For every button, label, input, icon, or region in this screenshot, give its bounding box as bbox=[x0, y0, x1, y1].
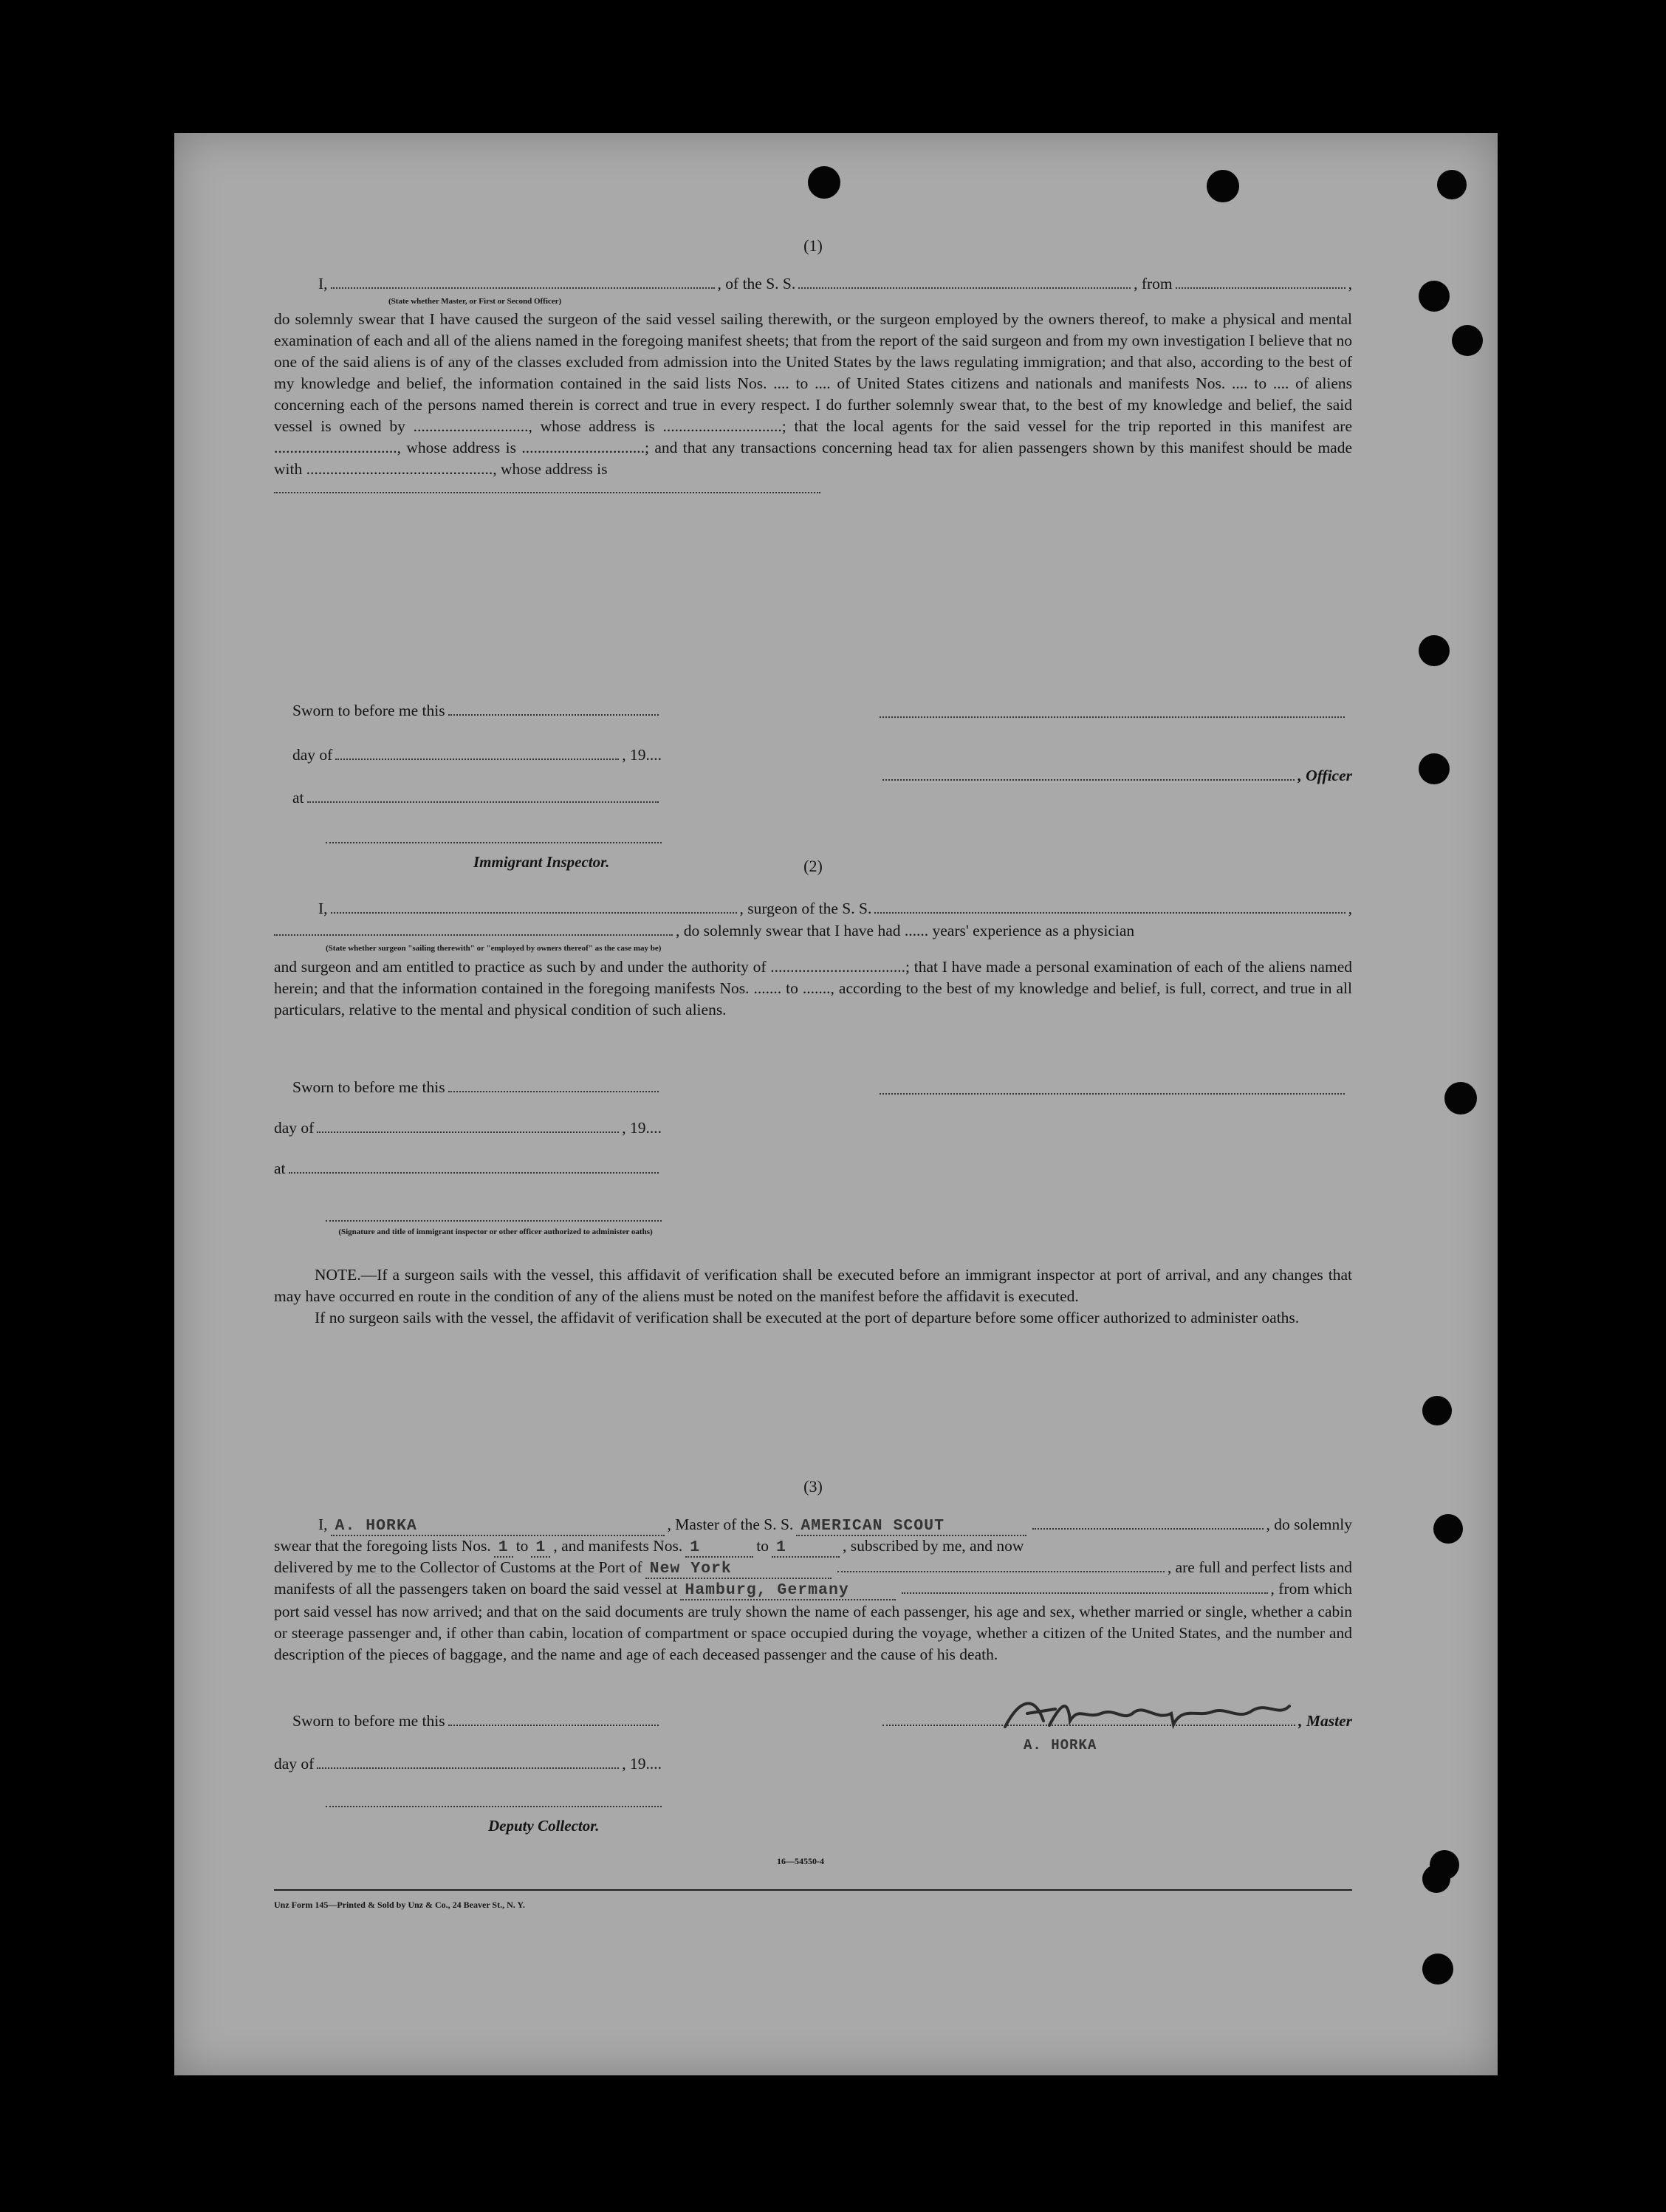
deputy-collector-label: Deputy Collector. bbox=[488, 1817, 600, 1835]
punch-hole bbox=[1422, 1865, 1450, 1893]
section-3-master-line: I, A. HORKA , Master of the S. S. AMERICAN SCOUT , do solemnly bbox=[318, 1516, 1352, 1535]
section-2-oath-line: I, , surgeon of the S. S. , bbox=[318, 900, 1352, 917]
section-2-number: (2) bbox=[803, 857, 823, 875]
section-1-inspector-line bbox=[326, 842, 662, 843]
footer-rule bbox=[274, 1889, 1352, 1891]
punch-hole bbox=[1452, 325, 1483, 356]
section-1-signature-line bbox=[880, 716, 1345, 718]
master-signature bbox=[998, 1691, 1308, 1736]
vessel-name: AMERICAN SCOUT bbox=[796, 1517, 1026, 1536]
punch-hole bbox=[1419, 635, 1450, 666]
section-2-signature-line bbox=[880, 1093, 1345, 1095]
section-1-body: do solemnly swear that I have caused the surgeon of the said vessel sailing therewith, or the surgeon employed by the owners thereof, to make a physical and mental examination of each and all of the aliens named in the foregoing manifest sheets; that from the report of the said surgeon and from my own investigation I believe that no one of the said aliens is of any of the classes excluded from admission into the United States by the laws regulating immigration; and that also, according to the best of my knowledge and belief, the information contained in the said lists Nos. .... to .... of United States citizens and nationals and manifests Nos. .... to .... of aliens concerning each of the persons named therein is correct and true in every respect. I do further solemnly swear that, to the best of my knowledge and belief, the said vessel is owned by ............................., whose address is ..............................; that the local agents for the said vessel for the trip reported in this manifest are ..............................., whose address is ...............................; and that any transactions concerning head tax for alien passengers shown by this manifest should be made with ..............................................., whose address is bbox=[274, 309, 1352, 493]
section-3-body: port said vessel has now arrived; and that on the said documents are truly shown the name of each passenger, his age and sex, whether married or single, whether a cabin or steerage passenger and, if other than cabin, location of compartment or space occupied during the voyage, whether a citizen of the United States, and the number and description of the pieces of baggage, and the name and age of each deceased passenger and the cause of his death. bbox=[274, 1603, 1352, 1663]
section-2-at-line: at bbox=[274, 1160, 662, 1181]
section-3-day-line: day of , 19.... bbox=[274, 1755, 662, 1773]
section-2-sworn-line: Sworn to before me this bbox=[292, 1078, 662, 1100]
section-1-oath-line: I, , of the S. S. , from , bbox=[318, 275, 1352, 292]
punch-hole bbox=[1437, 170, 1467, 199]
punch-hole bbox=[808, 166, 840, 199]
section-2-note: NOTE.—If a surgeon sails with the vessel, this affidavit of verification shall be executed before an immigrant inspector at port of arrival, and any changes that may have occurred en route in the condition of any of the aliens must be noted on the manifest before the affidavit is executed. If no surgeon sails with the vessel, the affidavit of verification shall be executed at the port of departure before some officer authorized to administer oaths. bbox=[274, 1266, 1352, 1326]
section-3-collector-line bbox=[326, 1806, 662, 1807]
section-1-officer-line: , Officer bbox=[880, 767, 1352, 788]
punch-hole bbox=[1207, 170, 1239, 202]
manifests-from: 1 bbox=[685, 1538, 753, 1558]
punch-hole bbox=[1422, 1954, 1453, 1985]
section-2-body: and surgeon and am entitled to practice as such by and under the authority of ..................................; that I have made a personal examination of each of the aliens named herein; and that the information contained in the foregoing manifests Nos. ....... to ......., according to the best of my knowledge and belief, is full, correct, and true in all particulars, relative to the mental and physical condition of such aliens. bbox=[274, 958, 1352, 1018]
section-3-number: (3) bbox=[803, 1477, 823, 1496]
lists-from: 1 bbox=[494, 1538, 513, 1558]
arrival-port: New York bbox=[645, 1560, 832, 1579]
printer-credit: Unz Form 145—Printed & Sold by Unz & Co., 24 Beaver St., N. Y. bbox=[274, 1900, 525, 1910]
form-code: 16—54550-4 bbox=[777, 1856, 824, 1866]
section-3-sworn-line: Sworn to before me this bbox=[292, 1712, 662, 1733]
section-1-at-line: at bbox=[292, 789, 662, 810]
section-2-surgeon-note: (State whether surgeon "sailing therewith" or "employed by owners thereof" as the case may be) bbox=[326, 944, 662, 953]
section-3-departure-line: manifests of all the passengers taken on board the said vessel at Hamburg, Germany , from which bbox=[274, 1580, 1352, 1599]
section-2-officer-line bbox=[326, 1220, 662, 1222]
section-1-number: (1) bbox=[803, 236, 823, 255]
section-2-signature-note: (Signature and title of immigrant inspector or other officer authorized to administer oaths) bbox=[338, 1227, 653, 1236]
section-3-master-signature-line: , Master bbox=[880, 1712, 1352, 1733]
section-1-sworn-line: Sworn to before me this bbox=[292, 702, 662, 723]
master-name: A. HORKA bbox=[331, 1517, 665, 1536]
section-2-day-line: day of , 19.... bbox=[274, 1119, 662, 1137]
manifests-to: 1 bbox=[772, 1538, 840, 1558]
punch-hole bbox=[1419, 281, 1450, 312]
punch-hole bbox=[1422, 1396, 1452, 1425]
section-2-experience-line: , do solemnly swear that I have had ...... years' experience as a physician bbox=[274, 922, 1352, 943]
section-1-rank-note: (State whether Master, or First or Second Officer) bbox=[388, 297, 562, 306]
punch-hole bbox=[1444, 1082, 1477, 1114]
section-3-lists-line: swear that the foregoing lists Nos. 1 to 1 , and manifests Nos. 1 to 1 , subscribed by me, and now bbox=[274, 1537, 1024, 1556]
section-3-port-line: delivered by me to the Collector of Customs at the Port of New York , are full and perfect lists and bbox=[274, 1558, 1352, 1578]
master-name-stamp: A. HORKA bbox=[1024, 1737, 1097, 1753]
manifest-sheet bbox=[174, 133, 1498, 2075]
section-1-day-line: day of , 19.... bbox=[292, 746, 662, 764]
lists-to: 1 bbox=[531, 1538, 550, 1558]
punch-hole bbox=[1419, 753, 1450, 784]
punch-hole bbox=[1433, 1514, 1463, 1544]
section-1-inspector-label: Immigrant Inspector. bbox=[473, 853, 610, 871]
departure-port: Hamburg, Germany bbox=[680, 1581, 896, 1600]
